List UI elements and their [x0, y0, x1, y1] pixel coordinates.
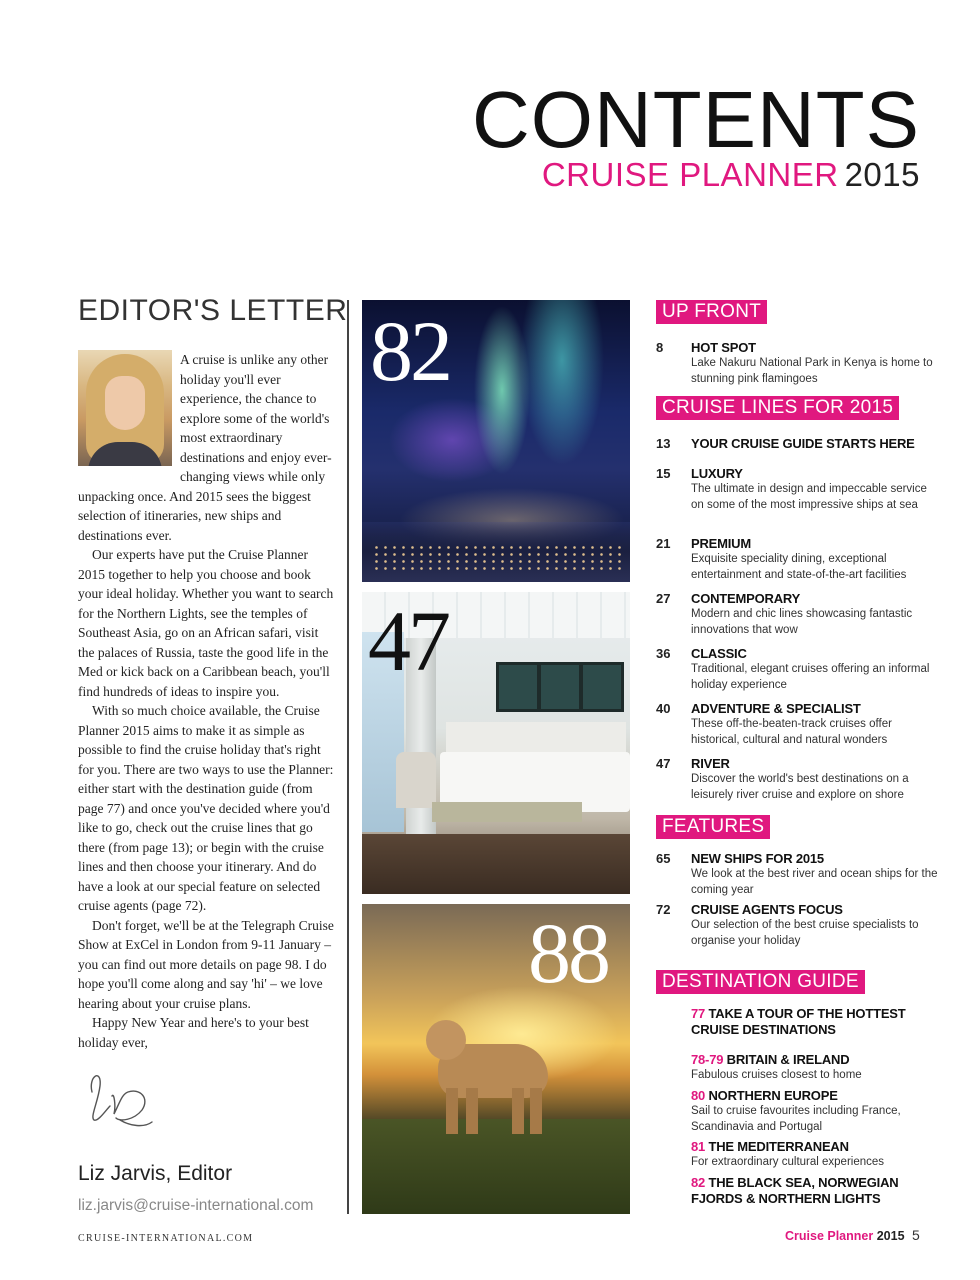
dest-title: THE BLACK SEA, NORWEGIAN FJORDS & NORTHERN LIGHTS: [691, 1175, 899, 1206]
toc-desc: These off-the-beaten-track cruises offer historical, cultural and natural wonders: [691, 718, 892, 746]
dest-desc: Sail to cruise favourites including France, Scandinavia and Portugal: [691, 1105, 901, 1133]
footer-brand-name: Cruise Planner: [785, 1229, 874, 1243]
editor-name: [78, 1162, 232, 1186]
page-number-47: 47: [368, 593, 448, 689]
dest-desc: Fabulous cruises closest to home: [691, 1069, 862, 1081]
lioness-safari-image: [362, 904, 630, 1214]
editor-role: , Editor: [165, 1162, 233, 1185]
dest-title: BRITAIN & IRELAND: [726, 1052, 850, 1067]
toc-title: PREMIUM: [691, 536, 751, 551]
toc-title: RIVER: [691, 756, 730, 771]
page-subtitle: [542, 158, 920, 191]
toc-page: 15: [656, 466, 671, 481]
dest-page: 81: [691, 1139, 706, 1154]
dest-title: TAKE A TOUR OF THE HOTTEST CRUISE DESTINATIONS: [691, 1006, 906, 1037]
subtitle-year: 2015: [844, 156, 920, 193]
destination-entry[interactable]: [691, 1006, 951, 1038]
section-up-front: UP FRONT: [656, 300, 767, 324]
destination-entry[interactable]: [691, 1052, 951, 1084]
destination-entry[interactable]: [691, 1088, 951, 1135]
column-divider: [347, 300, 349, 1214]
footer-brand: [785, 1229, 905, 1243]
destination-entry[interactable]: [691, 1139, 951, 1171]
footer-site: CRUISE-INTERNATIONAL.COM: [78, 1233, 254, 1244]
toc-page: 13: [656, 436, 671, 451]
destination-entry[interactable]: [691, 1175, 951, 1207]
toc-page: 47: [656, 756, 671, 771]
dest-desc: For extraordinary cultural experiences: [691, 1156, 885, 1168]
section-features: FEATURES: [656, 815, 770, 839]
toc-desc: We look at the best river and ocean ships for the coming year: [691, 868, 938, 896]
dest-title: NORTHERN EUROPE: [708, 1088, 838, 1103]
toc-desc: Traditional, elegant cruises offering an informal holiday experience: [691, 663, 930, 691]
letter-paragraph-2: Our experts have put the Cruise Planner 2015 together to help you choose and book your ideal holiday. Whether you want to search for the Northern Lights, see the temples of Southeast Asia, go on an African safari, visit the palaces of Russia, taste the good life in the Med or kick back on a Caribbean beach, you'll find hundreds of ideas to inspire you.: [78, 547, 334, 699]
editor-letter-heading: EDITOR'S LETTER: [78, 294, 348, 327]
editor-name-text: Liz Jarvis: [78, 1162, 166, 1185]
toc-page: 40: [656, 701, 671, 716]
toc-desc: Lake Nakuru National Park in Kenya is home to stunning pink flamingoes: [691, 357, 933, 385]
river-cruise-bedroom-image: [362, 592, 630, 894]
page-title: CONTENTS: [472, 75, 920, 164]
dest-page: 80: [691, 1088, 706, 1103]
toc-page: 27: [656, 591, 671, 606]
toc-desc: Exquisite speciality dining, exceptional entertainment and state-of-the-art facilities: [691, 553, 907, 581]
subtitle-text: CRUISE PLANNER: [541, 156, 839, 193]
dest-page: 78-79: [691, 1052, 724, 1067]
toc-page: 72: [656, 902, 671, 917]
section-cruise-lines: CRUISE LINES FOR 2015: [656, 396, 899, 420]
dest-page: 82: [691, 1175, 706, 1190]
letter-paragraph-4: Don't forget, we'll be at the Telegraph Cruise Show at ExCel in London from 9-11 January – you can find out more details on page 98. I do hope you'll come along and say 'hi' – we love hearing about your cruise plans.: [78, 917, 334, 1011]
footer-brand-year: 2015: [876, 1229, 905, 1243]
section-destination-guide: DESTINATION GUIDE: [656, 970, 865, 994]
toc-page: 65: [656, 851, 671, 866]
toc-desc: Modern and chic lines showcasing fantastic innovations that wow: [691, 608, 913, 636]
toc-desc: Discover the world's best destinations on a leisurely river cruise and explore on shore: [691, 773, 909, 801]
toc-title: LUXURY: [691, 466, 743, 481]
page-number-88: 88: [528, 905, 608, 1001]
toc-title: YOUR CRUISE GUIDE STARTS HERE: [691, 436, 915, 451]
toc-title: HOT SPOT: [691, 340, 756, 355]
letter-paragraph-1: A cruise is unlike any other holiday you'll ever experience, the chance to explore some of the world's most extraordinary destinations and enjoy ever-changing views while only unpacking once. And 2015 sees the biggest selection of itineraries, new ships and destinations ever.: [78, 352, 332, 543]
toc-desc: Our selection of the best cruise specialists to organise your holiday: [691, 919, 919, 947]
toc-desc: The ultimate in design and impeccable service on some of the most impressive ships at sea: [691, 483, 927, 511]
toc-page: 36: [656, 646, 671, 661]
toc-title: CLASSIC: [691, 646, 747, 661]
letter-paragraph-5: Happy New Year and here's to your best holiday ever,: [78, 1015, 309, 1050]
editor-letter-body: [78, 350, 338, 1052]
toc-title: ADVENTURE & SPECIALIST: [691, 701, 861, 716]
letter-paragraph-3: With so much choice available, the Cruise Planner 2015 aims to make it as simple as possible to find the cruise holiday that's right for you. There are two ways to use the Planner: either start with the destination guide (from page 77) and once you've decided where you'd like to go, check out the cruise lines that go there (from page 13); or begin with the cruise lines and then choose your itinerary. And do have a look at our special feature on selected cruise agents (page 72).: [78, 703, 334, 913]
editor-email[interactable]: liz.jarvis@cruise-international.com: [78, 1197, 314, 1214]
dest-page: 77: [691, 1006, 706, 1021]
toc-page: 21: [656, 536, 671, 551]
northern-lights-image: [362, 300, 630, 582]
editor-signature: [80, 1062, 160, 1137]
page-number-82: 82: [370, 303, 450, 399]
toc-title: CRUISE AGENTS FOCUS: [691, 902, 843, 917]
toc-page: 8: [656, 340, 664, 355]
footer-page-number: 5: [912, 1227, 920, 1243]
toc-title: CONTEMPORARY: [691, 591, 801, 606]
toc-title: NEW SHIPS FOR 2015: [691, 851, 824, 866]
dest-title: THE MEDITERRANEAN: [708, 1139, 849, 1154]
